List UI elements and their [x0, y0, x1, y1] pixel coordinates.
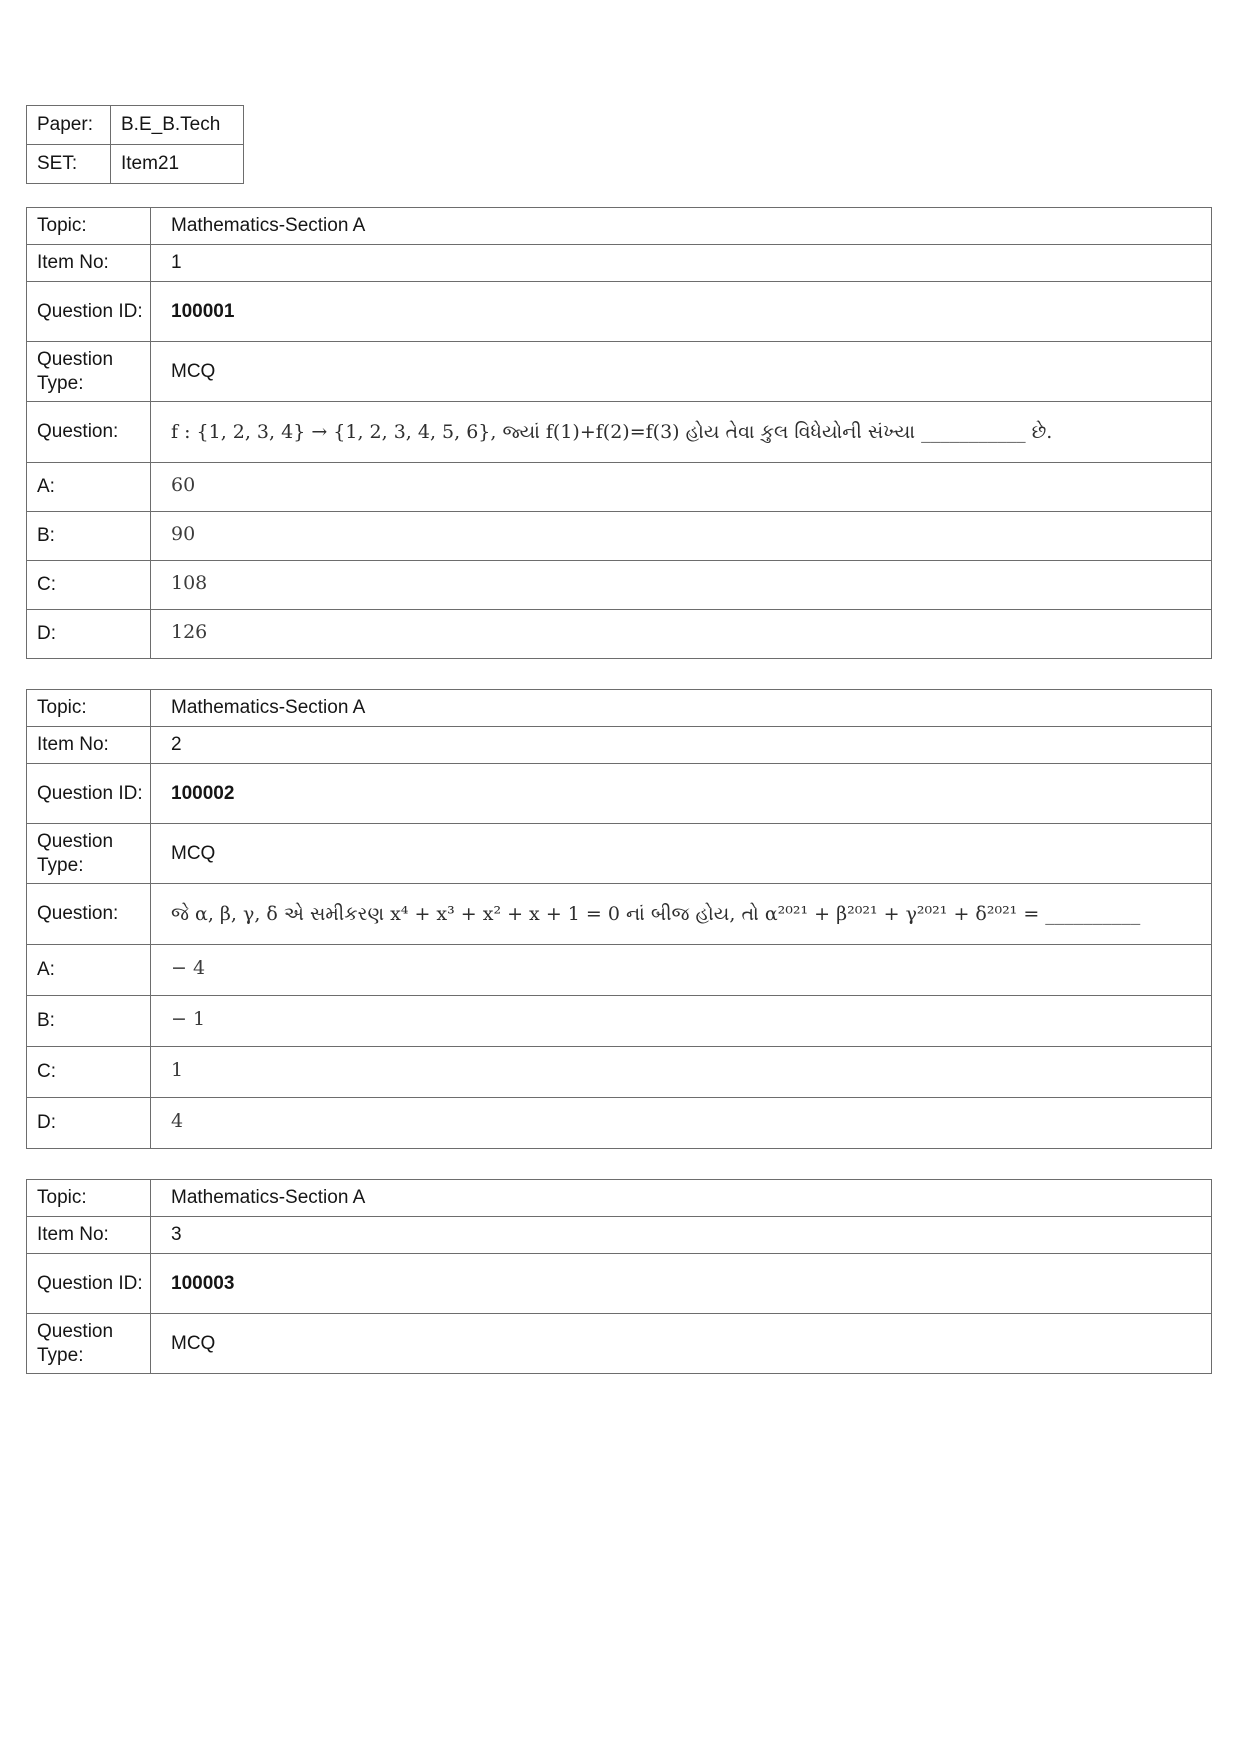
topic-value: Mathematics-Section A — [151, 1180, 1212, 1217]
question-text: f : {1, 2, 3, 4} → {1, 2, 3, 4, 5, 6}, જ્યાં f(1)+f(2)=f(3) હોય તેવા કુલ વિધેયોની સંખ્યા ___________ છે. — [151, 402, 1212, 463]
topic-label: Topic: — [27, 208, 151, 245]
set-label: SET: — [27, 145, 111, 184]
question-id-label: Question ID: — [27, 764, 151, 824]
set-row — [27, 145, 244, 184]
question-id-value: 100003 — [151, 1254, 1212, 1314]
item-no-row — [27, 1217, 1212, 1254]
paper-label: Paper: — [27, 106, 111, 145]
option-c-label: C: — [27, 1047, 151, 1098]
question-row — [27, 402, 1212, 463]
question-type-value: MCQ — [151, 342, 1212, 402]
option-c-row — [27, 561, 1212, 610]
question-type-value: MCQ — [151, 824, 1212, 884]
question-id-label: Question ID: — [27, 282, 151, 342]
question-type-row — [27, 1314, 1212, 1374]
question-type-label: Question Type: — [27, 1314, 151, 1374]
question-id-row — [27, 282, 1212, 342]
option-d-label: D: — [27, 610, 151, 659]
item-no-label: Item No: — [27, 245, 151, 282]
item-no-label: Item No: — [27, 1217, 151, 1254]
topic-row — [27, 690, 1212, 727]
option-c-label: C: — [27, 561, 151, 610]
option-a-label: A: — [27, 463, 151, 512]
question-type-row — [27, 824, 1212, 884]
option-c-value: 108 — [151, 561, 1212, 610]
option-c-row — [27, 1047, 1212, 1098]
question-label: Question: — [27, 884, 151, 945]
topic-row — [27, 1180, 1212, 1217]
option-b-label: B: — [27, 996, 151, 1047]
question-label: Question: — [27, 402, 151, 463]
item-no-label: Item No: — [27, 727, 151, 764]
option-d-row — [27, 1098, 1212, 1149]
item-no-row — [27, 727, 1212, 764]
option-a-value: − 4 — [151, 945, 1212, 996]
paper-value: B.E_B.Tech — [111, 106, 244, 145]
option-d-value: 4 — [151, 1098, 1212, 1149]
option-d-label: D: — [27, 1098, 151, 1149]
topic-label: Topic: — [27, 1180, 151, 1217]
option-b-value: 90 — [151, 512, 1212, 561]
set-value: Item21 — [111, 145, 244, 184]
option-a-row — [27, 463, 1212, 512]
option-c-value: 1 — [151, 1047, 1212, 1098]
option-b-value: − 1 — [151, 996, 1212, 1047]
topic-value: Mathematics-Section A — [151, 208, 1212, 245]
question-type-label: Question Type: — [27, 342, 151, 402]
option-b-label: B: — [27, 512, 151, 561]
question-id-value: 100001 — [151, 282, 1212, 342]
question-table-2 — [26, 689, 1212, 1149]
option-b-row — [27, 512, 1212, 561]
topic-row — [27, 208, 1212, 245]
question-type-row — [27, 342, 1212, 402]
item-no-row — [27, 245, 1212, 282]
option-a-label: A: — [27, 945, 151, 996]
question-table-3 — [26, 1179, 1212, 1374]
question-id-value: 100002 — [151, 764, 1212, 824]
question-row — [27, 884, 1212, 945]
option-a-value: 60 — [151, 463, 1212, 512]
option-a-row — [27, 945, 1212, 996]
topic-label: Topic: — [27, 690, 151, 727]
topic-value: Mathematics-Section A — [151, 690, 1212, 727]
question-table-1 — [26, 207, 1212, 659]
option-d-row — [27, 610, 1212, 659]
option-d-value: 126 — [151, 610, 1212, 659]
question-id-row — [27, 1254, 1212, 1314]
paper-set-table — [26, 105, 244, 184]
question-type-label: Question Type: — [27, 824, 151, 884]
paper-row — [27, 106, 244, 145]
question-id-row — [27, 764, 1212, 824]
option-b-row — [27, 996, 1212, 1047]
question-id-label: Question ID: — [27, 1254, 151, 1314]
item-no-value: 1 — [151, 245, 1212, 282]
item-no-value: 2 — [151, 727, 1212, 764]
question-text: જે α, β, γ, δ એ સમીકરણ x⁴ + x³ + x² + x + 1 = 0 નાં બીજ હોય, તો α²⁰²¹ + β²⁰²¹ + γ²⁰²¹ + δ²⁰²¹ = __________ — [151, 884, 1212, 945]
question-type-value: MCQ — [151, 1314, 1212, 1374]
item-no-value: 3 — [151, 1217, 1212, 1254]
